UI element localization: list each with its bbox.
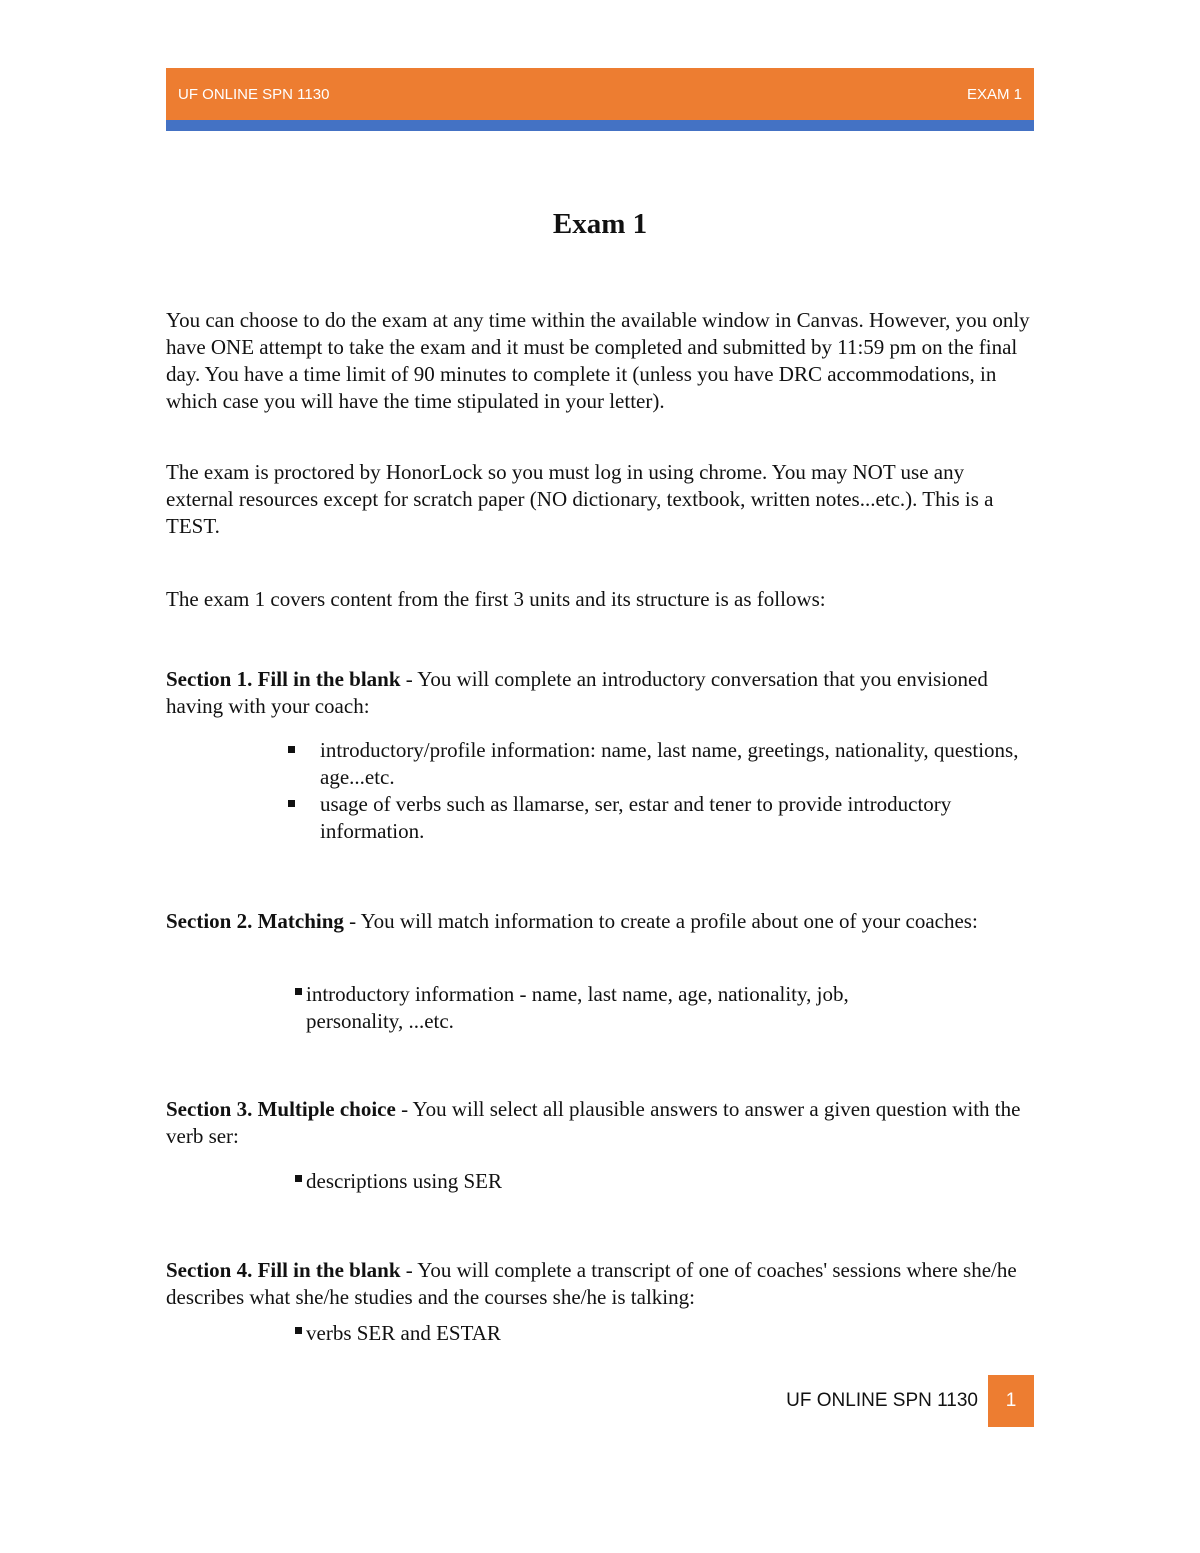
list-item: usage of verbs such as llamarse, ser, estar and tener to provide introductory information. [286, 791, 1034, 845]
list-item: introductory/profile information: name, last name, greetings, nationality, questions, age...etc. [286, 737, 1034, 791]
section-2-description: - You will match information to create a profile about one of your coaches: [343, 909, 978, 933]
section-1-heading [166, 666, 1034, 720]
square-bullet-icon [288, 800, 295, 807]
footer-course-label: UF ONLINE SPN 1130 [786, 1390, 978, 1411]
square-bullet-icon [295, 988, 302, 995]
section-4-heading [166, 1257, 1034, 1311]
intro-paragraph-1: You can choose to do the exam at any time within the available window in Canvas. However, you only have ONE attempt to take the exam and it must be completed and submitted by 11:59 pm on the final day. You have a time limit of 90 minutes to complete it (unless you have DRC accommodations, in which case you will have the time stipulated in your letter). [166, 308, 1030, 413]
section-3-name: Multiple choice [257, 1097, 396, 1121]
section-1-name: Fill in the blank [257, 667, 401, 691]
section-4-bullets [286, 1320, 1034, 1347]
section-4-name: Fill in the blank [257, 1258, 401, 1282]
header-exam-label: EXAM 1 [966, 85, 1022, 103]
square-bullet-icon [295, 1175, 302, 1182]
section-4-label: Section 4. [166, 1258, 253, 1282]
section-1-description: - You will complete an introductory conversation that you envisioned having with your coach: [166, 667, 988, 718]
section-2-heading [166, 908, 1034, 935]
section-3-bullets [286, 1168, 1034, 1195]
section-3-heading [166, 1096, 1034, 1150]
section-2-name: Matching [257, 909, 344, 933]
square-bullet-icon [295, 1327, 302, 1334]
list-item: introductory information - name, last name, age, nationality, job, personality, ...etc. [286, 981, 926, 1035]
square-bullet-icon [288, 746, 295, 753]
page-number-badge: 1 [988, 1375, 1034, 1427]
section-2-bullets [286, 981, 926, 1035]
section-3-description: - You will select all plausible answers to answer a given question with the verb ser: [166, 1097, 1021, 1148]
header-course-label: UF ONLINE SPN 1130 [178, 85, 330, 103]
page-header [166, 68, 1034, 120]
section-4-description: - You will complete a transcript of one of coaches' sessions where she/he describes what she/he studies and the courses she/he is talking: [166, 1258, 1017, 1309]
page-title: Exam 1 [552, 208, 648, 240]
list-item: descriptions using SER [286, 1168, 1034, 1195]
section-1-label: Section 1. [166, 667, 253, 691]
header-rule [166, 120, 1034, 131]
section-3-label: Section 3. [166, 1097, 253, 1121]
list-item: verbs SER and ESTAR [286, 1320, 1034, 1347]
section-1-bullets [286, 737, 1034, 845]
intro-paragraph-2: The exam is proctored by HonorLock so you must log in using chrome. You may NOT use any external resources except for scratch paper (NO dictionary, textbook, written notes...etc.). This is a TEST. [166, 460, 994, 538]
intro-paragraph-3: The exam 1 covers content from the first 3 units and its structure is as follows: [166, 587, 826, 611]
section-2-label: Section 2. [166, 909, 253, 933]
